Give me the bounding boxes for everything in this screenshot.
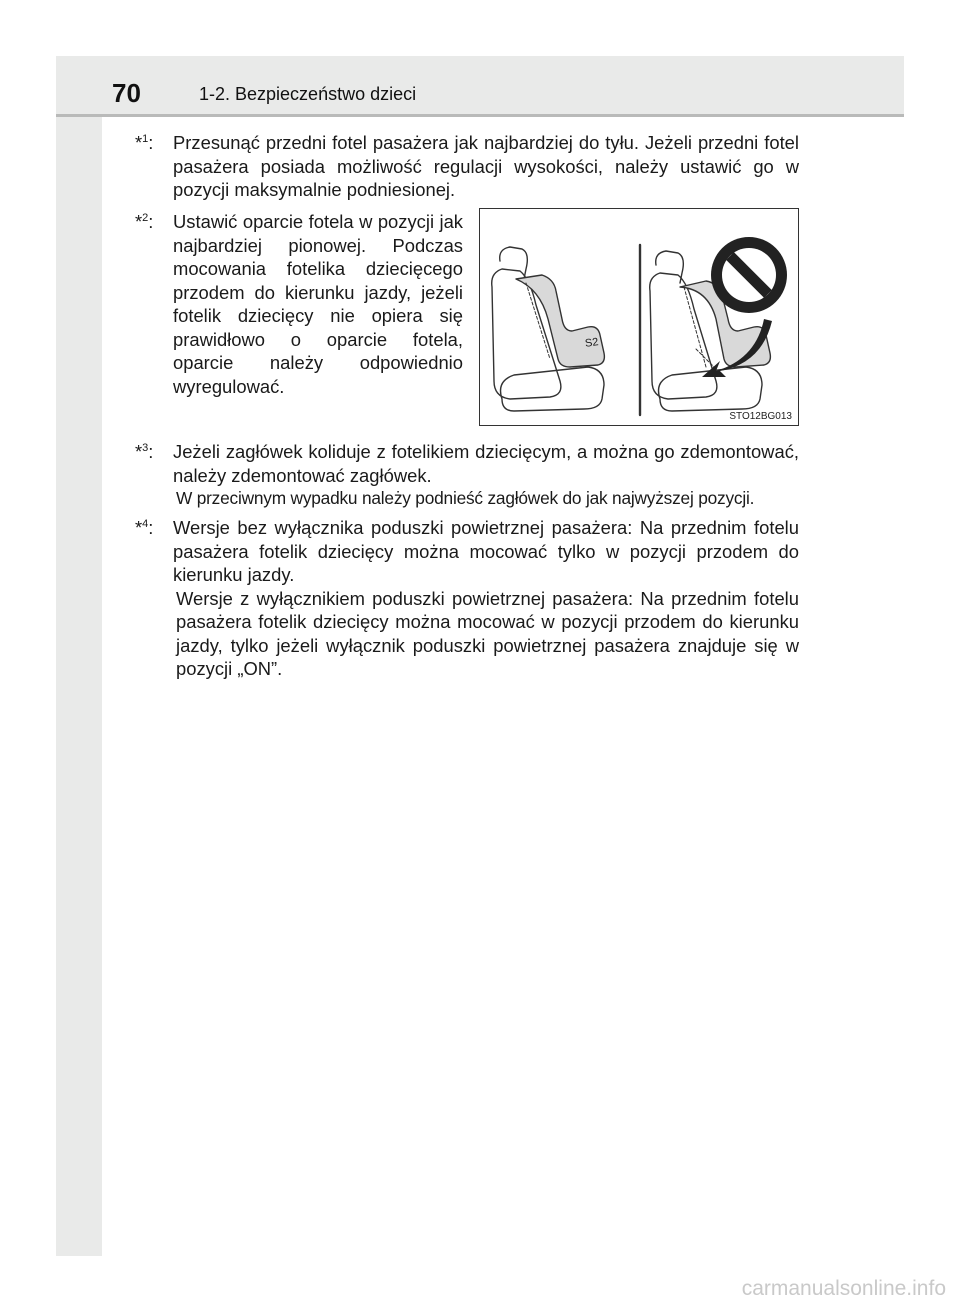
seat-illustration	[479, 208, 799, 426]
child-seat-left	[516, 275, 604, 367]
footnote-subtext: W przeciwnym wypadku należy podnieść zagłówek do jak najwyższej pozycji.	[176, 488, 755, 508]
header-divider	[56, 114, 904, 117]
footnote-marker: *$^1$:	[135, 132, 154, 153]
footnote-3	[135, 440, 799, 511]
page-number: 70	[112, 78, 141, 108]
page-header	[56, 56, 904, 114]
headrest-right	[656, 251, 684, 283]
section-title: 1-2. Bezpieczeństwo dzieci	[199, 84, 417, 104]
watermark: carmanualsonline.info	[741, 1277, 946, 1300]
cushion-left	[501, 367, 605, 411]
footnote-4	[135, 516, 799, 681]
figure-code: STO12BG013	[729, 411, 792, 422]
footnote-marker: *$^2$:	[135, 211, 154, 232]
footnote-text: Przesunąć przedni fotel pasażera jak najbardziej do tyłu. Jeżeli przedni fotel pasażera posiada możliwość regulacji wysokości, należy ustawić go w pozycji maksymalnie podniesionej.	[173, 132, 799, 200]
footnote-2	[135, 210, 463, 398]
footnote-text: Ustawić oparcie fotela w pozycji jak najbardziej pionowej. Podczas mocowania fotelika dziecięcego przodem do kierunku jazdy, jeżeli fotelik dziecięcy nie opiera się prawidłowo o oparcie fotela, oparcie należy odpowiednio wyregulować.	[173, 211, 463, 397]
no-entry-icon	[711, 237, 787, 313]
footnote-1	[135, 131, 799, 202]
seat-guide-right	[684, 287, 706, 367]
footnote-marker: *$^3$:	[135, 441, 154, 462]
page-margin-band	[56, 56, 102, 1256]
seat-drawing	[480, 209, 797, 424]
footnote-text: Wersje bez wyłącznika poduszki powietrznej pasażera: Na przednim fotelu pasażera fotelik dziecięcy można mocować tylko w pozycji przodem do kierunku jazdy.	[173, 517, 799, 585]
footnote-subtext: Wersje z wyłącznikiem poduszki powietrznej pasażera: Na przednim fotelu pasażera fotelik dziecięcy można mocować w pozycji przodem do kierunku jazdy, tylko jeżeli wyłącznik poduszki powietrznej pasażera znajduje się w pozycji „ON”.	[176, 587, 799, 679]
seat-label: S2	[584, 336, 600, 350]
footnote-text: Jeżeli zagłówek koliduje z fotelikiem dziecięcym, a można go zdemontować, należy zdemontować zagłówek.	[173, 441, 799, 486]
footnote-marker: *$^4$:	[135, 517, 154, 538]
